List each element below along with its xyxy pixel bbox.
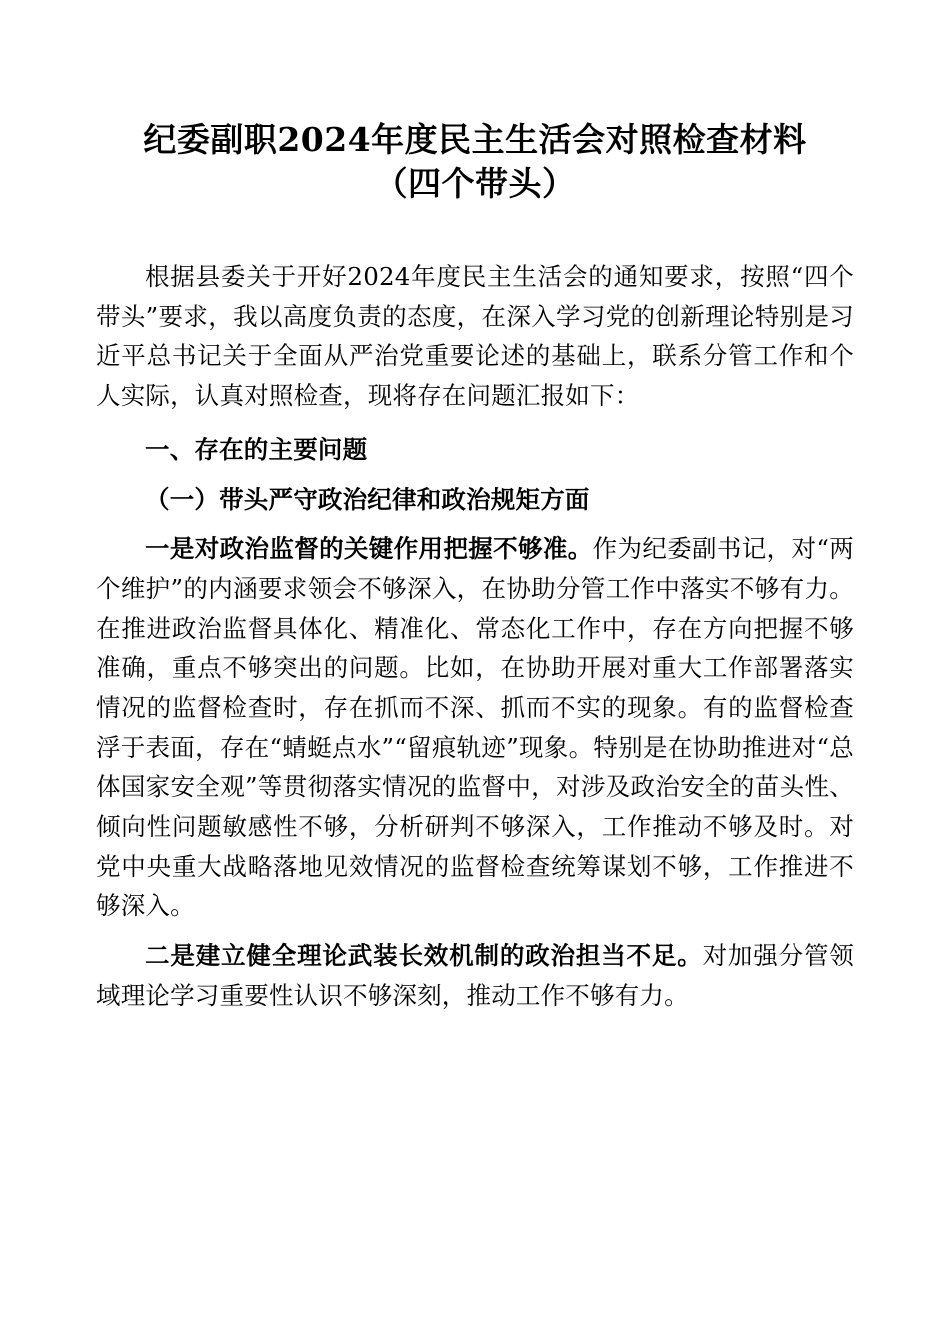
point-two-paragraph xyxy=(96,936,854,1015)
point-two-body: 对加强分管领域理论学习重要性认识不够深刻，推动工作不够有力。 xyxy=(96,941,854,1010)
point-two-lead: 二是建立健全理论武装长效机制的政治担当不足。 xyxy=(145,941,703,971)
page-title-line-2: （四个带头） xyxy=(374,163,576,203)
point-one-lead: 一是对政治监督的关键作用把握不够准。 xyxy=(145,534,593,564)
point-one-paragraph xyxy=(96,529,854,926)
page-title-line-1: 纪委副职2024年度民主生活会对照检查材料 xyxy=(143,120,807,159)
section-heading-main-problems: 一、存在的主要问题 xyxy=(145,434,368,464)
title-body-spacer xyxy=(96,205,854,257)
page-title xyxy=(96,118,854,205)
intro-paragraph: 根据县委关于开好2024年度民主生活会的通知要求，按照“四个带头”要求，我以高度负责的态度，在深入学习党的创新理论特别是习近平总书记关于全面从严治党重要论述的基础上，联系分管工作和个人实际，认真对照检查，现将存在问题汇报如下： xyxy=(96,262,854,411)
intro-heading-spacer xyxy=(96,416,854,430)
subsection-heading-political-discipline: （一）带头严守政治纪律和政治规矩方面 xyxy=(145,484,590,514)
point-one-body: 作为纪委副书记，对“两个维护”的内涵要求领会不够深入，在协助分管工作中落实不够有力。在推进政治监督具体化、精准化、常态化工作中，存在方向把握不够准确，重点不够突出的问题。比如，在协助开展对重大工作部署落实情况的监督检查时，存在抓而不深、抓而不实的现象。有的监督检查浮于表面，存在“蜻蜓点水”“留痕轨迹”现象。特别是在协助推进对“总体国家安全观”等贯彻落实情况的监督中，对涉及政治安全的苗头性、倾向性问题敏感性不够，分析研判不够深入，工作推动不够及时。对党中央重大战略落地见效情况的监督检查统筹谋划不够，工作推进不够深入。 xyxy=(96,534,854,921)
